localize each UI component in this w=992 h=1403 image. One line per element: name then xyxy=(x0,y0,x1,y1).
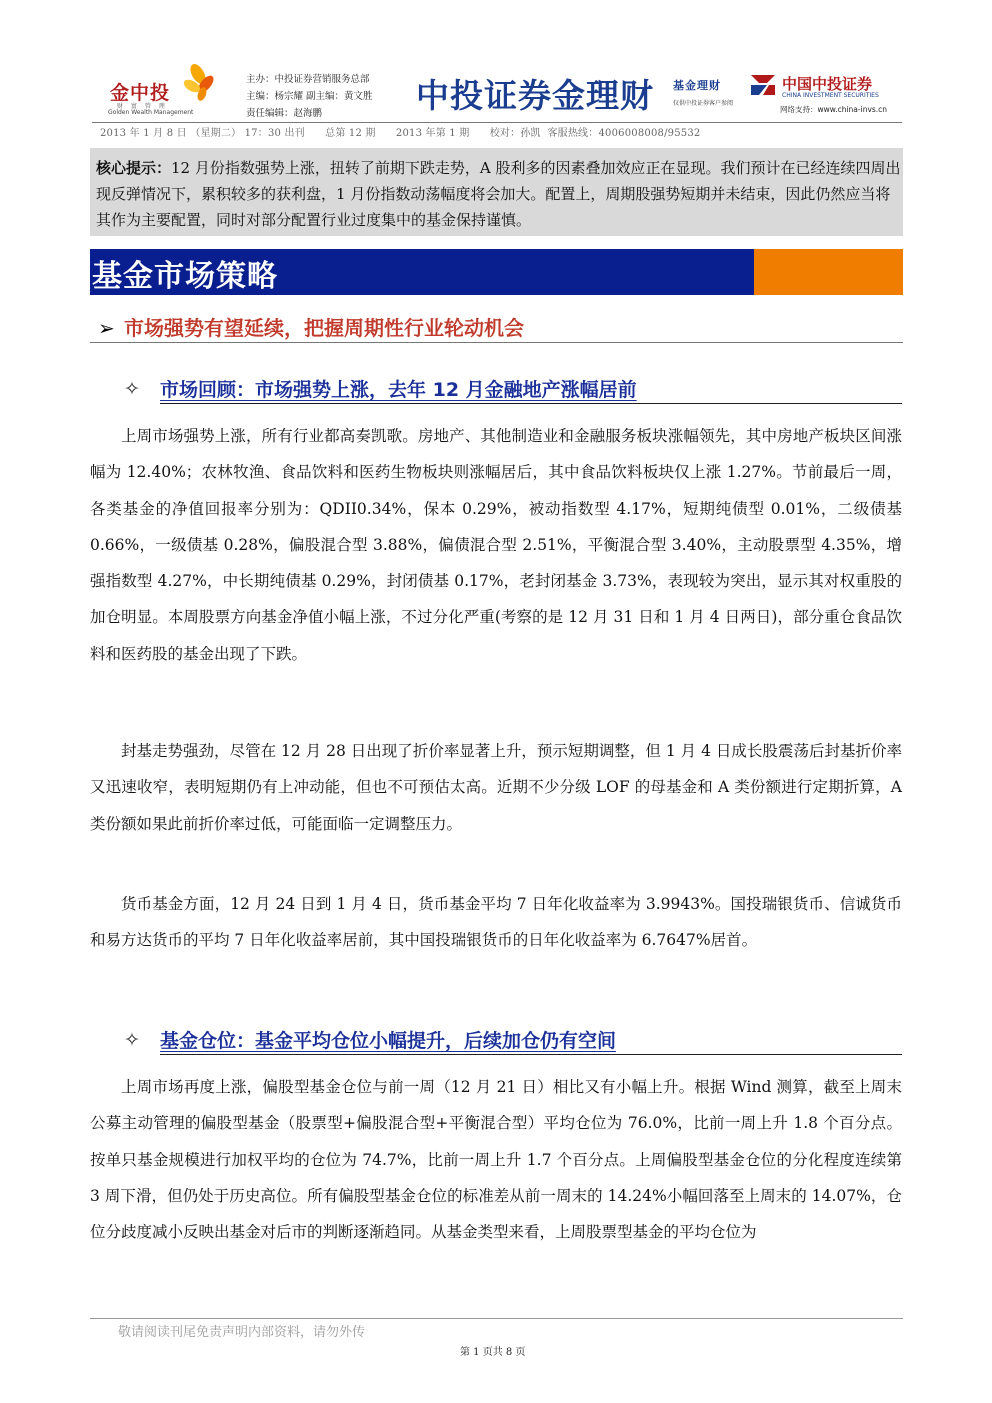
key-points xyxy=(96,155,901,234)
section-bar-accent xyxy=(754,249,903,295)
arrow-bullet-icon: ➢ xyxy=(98,316,115,340)
footer-divider xyxy=(90,1318,903,1319)
section-title: 基金市场策略 xyxy=(92,259,278,294)
logo-subtitle: 财 富 管 理 xyxy=(117,103,168,110)
subsection-heading: 市场回顾：市场强势上涨，去年 12 月金融地产涨幅居前 xyxy=(160,379,637,401)
key-points-text: 12 月份指数强势上涨，扭转了前期下跌走势，A 股利多的因素叠加效应正在显现。我们预计在已经连续四周出现反弹情况下，累积较多的获利盘，1 月份指数动荡幅度将会加大。配置上，周期股强势短期并未结束，因此仍然应当将其作为主要配置，同时对部分配置行业过度集中的基金保持谨慎。 xyxy=(96,159,901,230)
logo-text: 金中投 xyxy=(110,82,171,104)
paragraph: 上周市场强势上涨，所有行业都高奏凯歌。房地产、其他制造业和金融服务板块涨幅领先，其中房地产板块区间涨幅为 12.40%；农林牧渔、食品饮料和医药生物板块则涨幅居后，其中食品饮料板块仅上涨 1.27%。节前最后一周，各类基金的净值回报率分别为：QDII0.34%，保本 0.29%，被动指数型 4.17%，短期纯债型 0.01%，二级债基 0.66%，一级债基 0.28%，偏股混合型 3.88%，偏债混合型 2.51%，平衡混合型 3.40%，主动股票型 4.35%，增强指数型 4.27%，中长期纯债基 0.29%，封闭债基 0.17%，老封闭基金 3.73%，表现较为突出，显示其对权重股的加仓明显。本周股票方向基金净值小幅上涨，不过分化严重(考察的是 12 月 31 日和 1 月 4 日两日)，部分重仓食品饮料和医药股的基金出现了下跌。 xyxy=(90,427,902,663)
subsection-heading: 基金仓位：基金平均仓位小幅提升，后续加仓仍有空间 xyxy=(160,1030,617,1052)
company-name: 中国中投证券 xyxy=(782,75,873,93)
main-heading-rule xyxy=(90,342,903,343)
subsection-rule xyxy=(160,403,902,404)
issue-info: 2013 年 1 月 8 日 （星期二） 17：30 出刊 总第 12 期 2013 年第 1 期 校对：孙凯 客服热线：4006008008/95532 xyxy=(100,128,701,139)
company-logo-icon xyxy=(747,71,779,99)
host-line: 主办：中投证券营销服务总部 xyxy=(246,74,370,85)
sparkle-bullet-icon: ✧ xyxy=(124,1029,140,1051)
sparkle-bullet-icon: ✧ xyxy=(124,378,140,400)
subsection-rule xyxy=(160,1054,902,1055)
publication-title: 中投证券金理财 xyxy=(416,76,654,115)
website-line: 网络支持：www.china-invs.cn xyxy=(780,105,888,114)
footer-note: 敬请阅读刊尾免责声明内部资料，请勿外传 xyxy=(118,1325,366,1340)
paragraph: 上周市场再度上涨，偏股型基金仓位与前一周（12 月 21 日）相比又有小幅上升。根据 Wind 测算，截至上周末公募主动管理的偏股型基金（股票型+偏股混合型+平衡混合型）平均仓位为 76.0%，比前一周上升 1.8 个百分点。按单只基金规模进行加权平均的仓位为 74.7%，比前一周上升 1.7 个百分点。上周偏股型基金仓位的分化程度连续第 3 周下滑，但仍处于历史高位。所有偏股型基金仓位的标准差从前一周末的 14.24%小幅回落至上周末的 14.07%，仓位分歧度减小反映出基金对后市的判断逐渐趋同。从基金类型来看，上周股票型基金的平均仓位为 xyxy=(90,1078,902,1242)
logo-english: Golden Wealth Management xyxy=(108,109,194,116)
main-heading: 市场强势有望延续，把握周期性行业轮动机会 xyxy=(124,316,524,340)
key-points-label: 核心提示： xyxy=(96,159,172,177)
page-number: 第 1 页共 8 页 xyxy=(460,1347,526,1358)
publication-subtitle: 仅供中投证券客户参阅 xyxy=(673,100,734,107)
publication-tag: 基金理财 xyxy=(673,79,721,92)
company-english-name: CHINA INVESTMENT SECURITIES xyxy=(782,92,879,99)
editors-line: 主编：杨宗耀 副主编：黄文胜 xyxy=(246,91,373,102)
golden-butterfly-logo-icon xyxy=(178,62,218,102)
header-divider xyxy=(92,122,902,123)
responsible-editor-line: 责任编辑：赵海鹏 xyxy=(246,108,323,119)
paragraph: 货币基金方面，12 月 24 日到 1 月 4 日，货币基金平均 7 日年化收益率为 3.9943%。国投瑞银货币、信诚货币和易方达货币的平均 7 日年化收益率居前，其中国投瑞银货币的日年化收益率为 6.7647%居首。 xyxy=(90,895,902,950)
paragraph: 封基走势强劲，尽管在 12 月 28 日出现了折价率显著上升，预示短期调整，但 1 月 4 日成长股震荡后封基折价率又迅速收窄，表明短期仍有上冲动能，但也不可预估太高。近期不少分级 LOF 的母基金和 A 类份额进行定期折算，A 类份额如果此前折价率过低，可能面临一定调整压力。 xyxy=(90,742,902,833)
